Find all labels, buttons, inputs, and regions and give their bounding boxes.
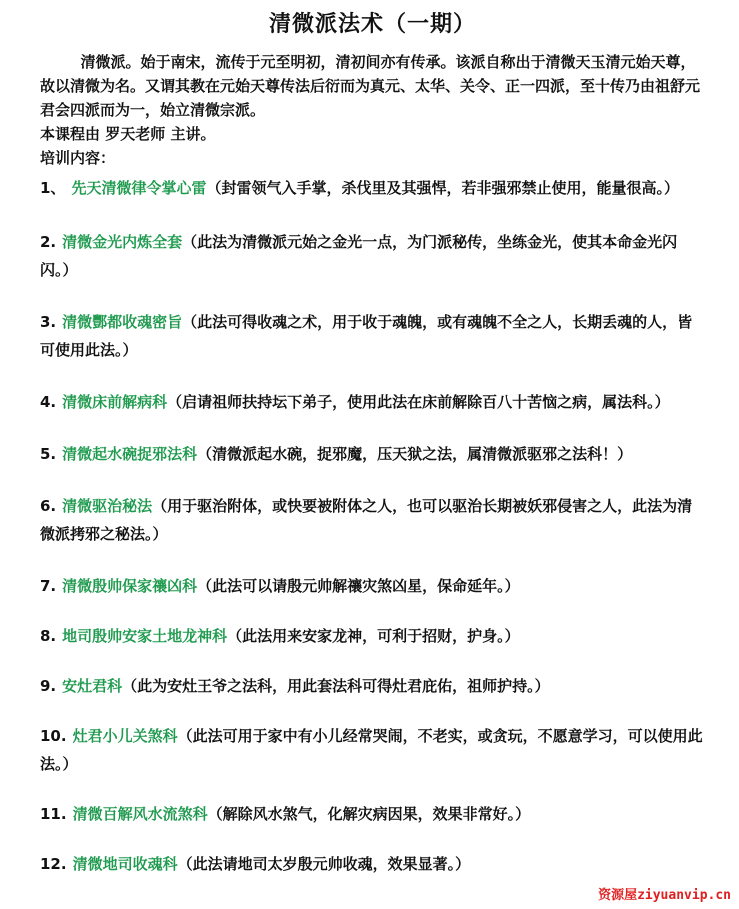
item-desc: （封雷领气入手掌，杀伐里及其强悍，若非强邪禁止使用，能量很高。） (206, 179, 679, 197)
list-item (40, 308, 705, 364)
intro-paragraph: 清微派。始于南宋，流传于元至明初，清初间亦有传承。该派自称出于清微天玉清元始天尊，故以清微为名。又谓其教在元始天尊传法后衍而为真元、太华、关令、正一四派，至十传乃由祖舒元君会四派而为一，始立清微宗派。 (40, 53, 701, 119)
item-number: 12. (40, 855, 67, 873)
item-name: 清微地司收魂科 (72, 855, 178, 873)
list-item (40, 800, 705, 828)
item-desc: （解除风水煞气，化解灾病因果，效果非常好。） (207, 805, 531, 823)
list-item (40, 492, 705, 548)
item-name: 清微百解风水流煞科 (72, 805, 208, 823)
item-number: 5. (40, 445, 57, 463)
list-item (40, 672, 705, 700)
item-number: 1、 (40, 179, 66, 197)
list-item (40, 722, 705, 778)
item-number: 8. (40, 627, 57, 645)
item-number: 2. (40, 233, 57, 251)
list-item (40, 440, 705, 468)
course-list (40, 174, 705, 878)
item-name: 清微金光内炼全套 (62, 233, 183, 251)
item-desc: （启请祖师扶持坛下弟子，使用此法在床前解除百八十苦恼之病，属法科。） (167, 393, 670, 411)
item-name: 安灶君科 (62, 677, 123, 695)
item-desc: （清微派起水碗，捉邪魔，压天狱之法，属清微派驱邪之法科！） (197, 445, 633, 463)
item-desc: （此法为清微派元始之金光一点，为门派秘传，坐练金光，使其本命金光闪闪。） (40, 233, 678, 279)
item-name: 清微殷帅保家禳凶科 (62, 577, 198, 595)
item-number: 6. (40, 497, 57, 515)
item-number: 3. (40, 313, 57, 331)
item-number: 11. (40, 805, 67, 823)
page-title: 清微派法术（一期） (268, 12, 476, 37)
list-item (40, 572, 705, 600)
list-item (40, 174, 705, 202)
item-number: 7. (40, 577, 57, 595)
list-item (40, 850, 705, 878)
item-desc: （此为安灶王爷之法科，用此套法科可得灶君庇佑，祖师护持。） (122, 677, 550, 695)
item-desc: （用于驱治附体，或快要被附体之人，也可以驱治长期被妖邪侵害之人，此法为清微派拷邪之秘法。） (40, 497, 693, 543)
item-desc: （此法可以请殷元帅解禳灾煞凶星，保命延年。） (197, 577, 520, 595)
watermark-text: 资源屋ziyuanvip.cn (598, 888, 731, 903)
item-name: 清微驱治秘法 (62, 497, 153, 515)
list-item (40, 622, 705, 650)
item-name: 先天清微律令掌心雷 (71, 179, 207, 197)
item-desc: （此法用来安家龙神，可利于招财，护身。） (227, 627, 520, 645)
item-name: 地司殷帅安家土地龙神科 (62, 627, 228, 645)
item-desc: （此法可得收魂之术，用于收于魂魄，或有魂魄不全之人，长期丢魂的人，皆可使用此法。） (40, 313, 693, 359)
list-item (40, 228, 705, 284)
item-number: 4. (40, 393, 57, 411)
item-number: 9. (40, 677, 57, 695)
item-desc: （此法可用于家中有小儿经常哭闹，不老实，或贪玩，不愿意学习，可以使用此法。） (40, 727, 703, 773)
item-number: 10. (40, 727, 67, 745)
item-desc: （此法请地司太岁殷元帅收魂，效果显著。） (177, 855, 471, 873)
item-name: 清微酆都收魂密旨 (62, 313, 183, 331)
list-item (40, 388, 705, 416)
content-heading: 培训内容： (40, 149, 116, 167)
teacher-line: 本课程由 罗天老师 主讲。 (40, 125, 216, 143)
item-name: 灶君小儿关煞科 (72, 727, 178, 745)
item-name: 清微床前解病科 (62, 393, 168, 411)
item-name: 清微起水碗捉邪法科 (62, 445, 198, 463)
